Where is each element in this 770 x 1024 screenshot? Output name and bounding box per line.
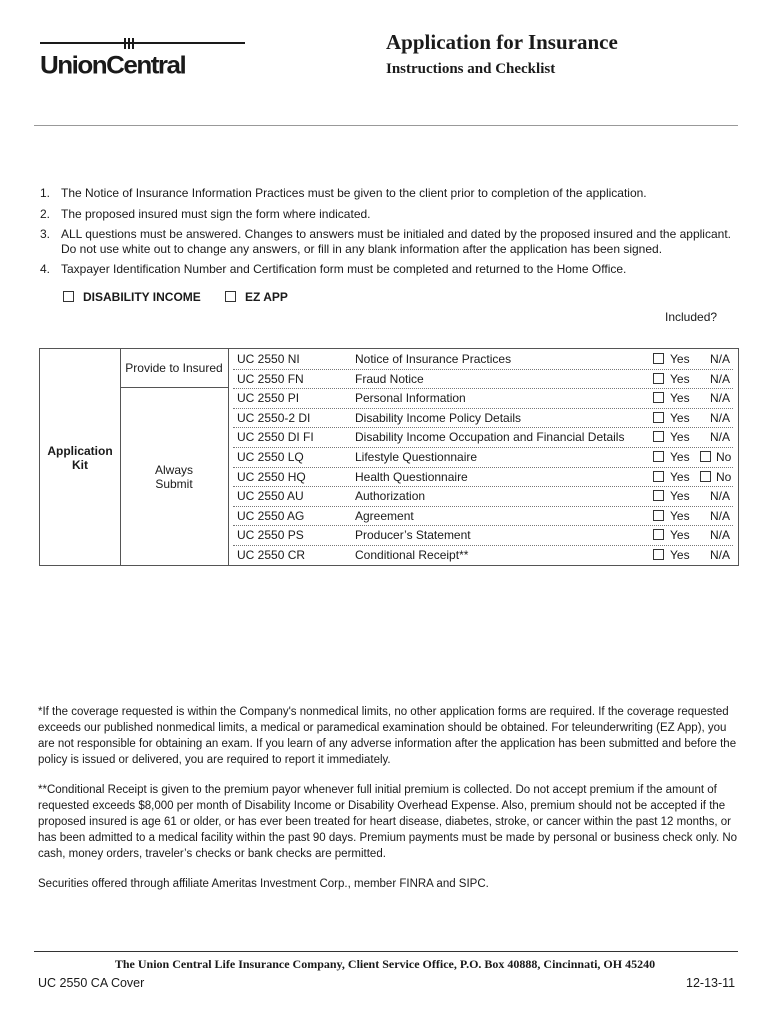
disability-income-checkbox[interactable] (63, 291, 74, 302)
footnote-securities: Securities offered through affiliate Ameritas Investment Corp., member FINRA and SIPC. (38, 878, 489, 890)
form-description: Producer’s Statement (355, 528, 471, 543)
instruction-text: ALL questions must be answered. Changes to answers must be initialed and dated by the proposed insured and the applicant. Do not use white out to change any answers, or fill in any blank information after the application has been signed. (61, 227, 731, 256)
form-number: UC 2550-2 DI (237, 410, 311, 425)
footnotes (38, 704, 738, 906)
na-label: N/A (710, 430, 731, 445)
na-label: N/A (710, 489, 731, 504)
form-number: UC 2550 DI FI (237, 430, 314, 445)
footnote-nonmedical: *If the coverage requested is within the Company's nonmedical limits, no other application forms are required. If the coverage requested exceeds our published nonmedical limits, a medical or paramedical examination should be obtained. For teleunderwriting (EZ App), you are not responsible for obtaining an exam. If you learn of any adverse information after the application has been submitted and before the policy is issued or delivered, you are required to report it immediately. (38, 706, 737, 766)
page-title: Application for Insurance (386, 30, 618, 54)
checklist-table (39, 348, 739, 566)
form-number: UC 2550 HQ (237, 469, 306, 484)
na-label: N/A (710, 410, 731, 425)
yes-label: Yes (670, 548, 690, 562)
yes-label: Yes (670, 508, 690, 523)
instruction-number: 4. (40, 262, 51, 276)
na-label: N/A (710, 548, 731, 562)
table-divider (120, 387, 228, 388)
instruction-item (40, 227, 740, 256)
no-checkbox[interactable] (700, 471, 711, 482)
instruction-number: 3. (40, 227, 51, 241)
na-label: N/A (710, 371, 731, 386)
form-number: UC 2550 AU (237, 489, 304, 504)
application-kit-label: Application Kit (47, 444, 113, 472)
form-description: Lifestyle Questionnaire (355, 450, 478, 464)
always-submit-label: Always Submit (154, 463, 193, 491)
yes-label: Yes (670, 352, 690, 366)
instruction-number: 1. (40, 186, 51, 200)
instruction-text: The proposed insured must sign the form where indicated. (61, 206, 371, 221)
provide-to-insured-label: Provide to Insured (125, 361, 223, 375)
yes-label: Yes (670, 469, 690, 484)
disability-income-label: DISABILITY INCOME (83, 290, 201, 304)
yes-label: Yes (670, 528, 690, 543)
form-number: UC 2550 NI (237, 352, 300, 366)
form-description: Agreement (355, 508, 414, 523)
header-divider (34, 125, 738, 126)
footer-divider (34, 951, 738, 952)
form-description: Conditional Receipt** (355, 548, 469, 562)
instruction-item (40, 207, 740, 222)
form-description: Disability Income Policy Details (355, 410, 522, 425)
instruction-text: Taxpayer Identification Number and Certification form must be completed and returned to the Home Office. (61, 262, 627, 276)
form-code: UC 2550 CA Cover (38, 976, 145, 990)
yes-checkbox[interactable] (653, 451, 664, 462)
form-description: Fraud Notice (355, 371, 424, 386)
form-number: UC 2550 PI (237, 391, 300, 406)
instruction-item (40, 186, 740, 201)
company-logo (40, 38, 250, 80)
footnote-conditional-receipt: **Conditional Receipt is given to the premium payor whenever full initial premium is collected. Do not accept premium if the amount of requested exceeds $8,000 per month of Disability Income or Disability Overhead Expense. Also, premium should not be accepted if the proposed insured is age 61 or older, or has ever been treated for heart disease, diabetes, stroke, or cancer within the past 12 months, or has been admitted to a medical facility within the past 90 days. Premium payments must be made by personal or business check only. No cash, money orders, traveler’s checks or bank checks are permitted. (38, 784, 738, 860)
form-description: Personal Information (355, 391, 466, 406)
logo-mark (124, 38, 134, 50)
instruction-number: 2. (40, 206, 51, 221)
yes-checkbox[interactable] (653, 353, 664, 364)
yes-checkbox[interactable] (653, 431, 664, 442)
no-label: No (716, 450, 732, 464)
form-description: Notice of Insurance Practices (355, 352, 512, 366)
form-description: Disability Income Occupation and Financial Details (355, 430, 625, 445)
yes-label: Yes (670, 450, 690, 464)
option-ez-app (225, 290, 288, 304)
instruction-item (40, 262, 740, 277)
na-label: N/A (710, 508, 731, 523)
yes-checkbox[interactable] (653, 490, 664, 501)
form-description: Health Questionnaire (355, 469, 468, 484)
included-header: Included? (665, 310, 718, 324)
yes-label: Yes (670, 371, 690, 386)
page-subtitle: Instructions and Checklist (386, 61, 556, 77)
yes-checkbox[interactable] (653, 549, 664, 560)
form-number: UC 2550 FN (237, 371, 304, 386)
ez-app-label: EZ APP (245, 290, 288, 304)
yes-label: Yes (670, 489, 690, 504)
form-description: Authorization (355, 489, 426, 504)
option-disability-income (63, 290, 201, 304)
yes-label: Yes (670, 430, 690, 445)
yes-checkbox[interactable] (653, 412, 664, 423)
yes-label: Yes (670, 410, 690, 425)
form-number: UC 2550 CR (237, 548, 306, 562)
form-number: UC 2550 AG (237, 508, 305, 523)
logo-rule (40, 42, 245, 44)
form-date: 12-13-11 (686, 976, 736, 990)
logo-text: UnionCentral (40, 50, 186, 80)
ez-app-checkbox[interactable] (225, 291, 236, 302)
instruction-text: The Notice of Insurance Information Practices must be given to the client prior to completion of the application. (61, 186, 647, 200)
form-number: UC 2550 LQ (237, 450, 304, 464)
na-label: N/A (710, 391, 731, 406)
yes-checkbox[interactable] (653, 529, 664, 540)
yes-checkbox[interactable] (653, 392, 664, 403)
na-label: N/A (710, 352, 731, 366)
yes-checkbox[interactable] (653, 373, 664, 384)
yes-label: Yes (670, 391, 690, 406)
no-checkbox[interactable] (700, 451, 711, 462)
yes-checkbox[interactable] (653, 471, 664, 482)
no-label: No (716, 469, 732, 484)
instructions-list (40, 186, 740, 283)
yes-checkbox[interactable] (653, 510, 664, 521)
form-number: UC 2550 PS (237, 528, 304, 543)
table-divider (120, 349, 121, 565)
footer-company: The Union Central Life Insurance Company, Client Service Office, P.O. Box 40888, Cincinnati, OH 45240 (114, 957, 656, 971)
na-label: N/A (710, 528, 731, 543)
